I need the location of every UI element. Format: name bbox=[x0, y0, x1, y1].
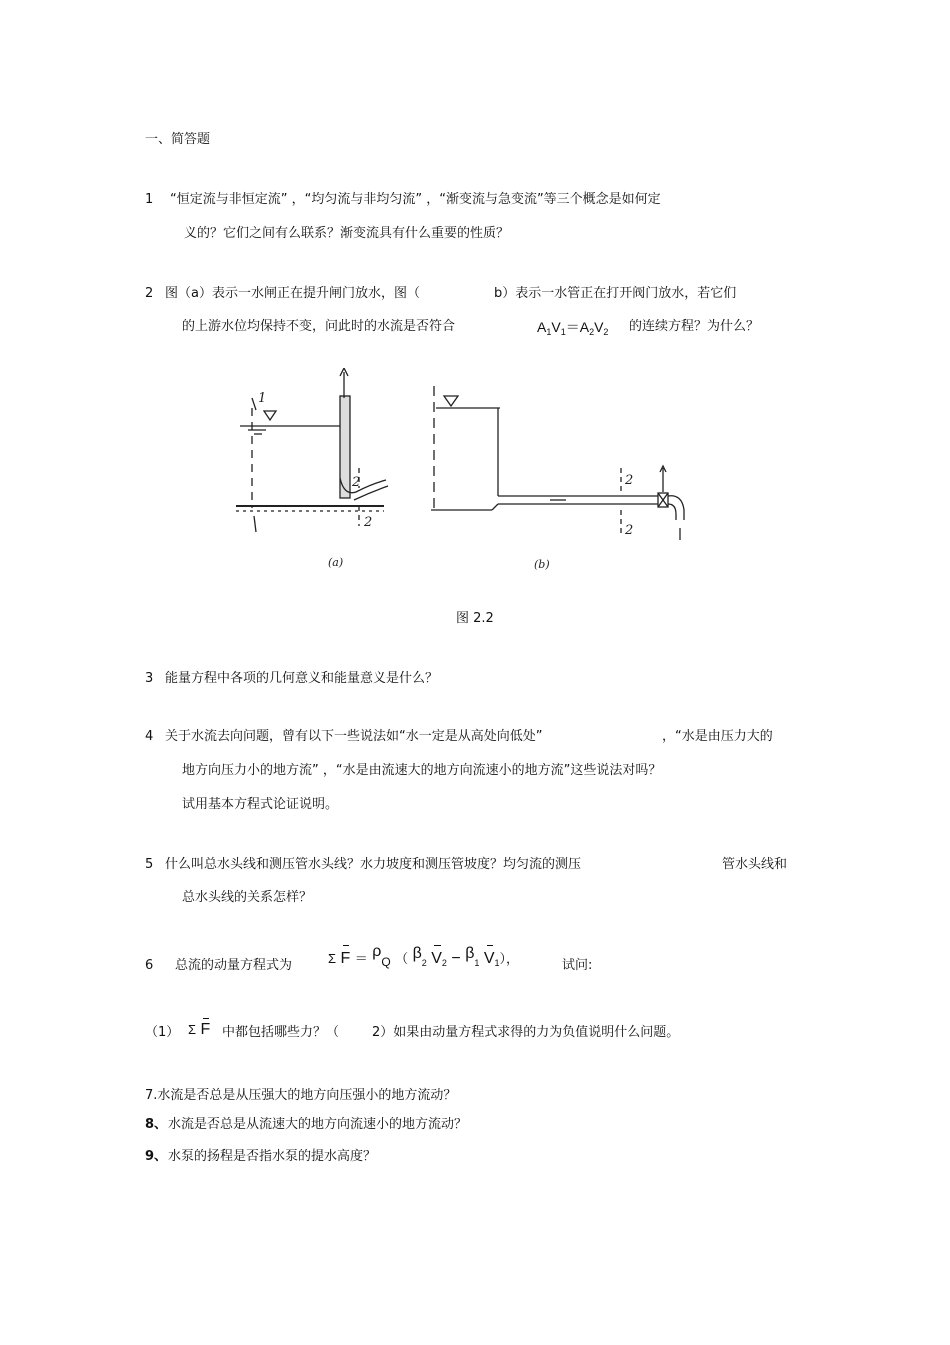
eq-beta1-sub: 1 bbox=[474, 958, 480, 968]
q6-tail: 试问: bbox=[562, 958, 593, 973]
continuity-equation bbox=[537, 318, 608, 341]
q3-text: 能量方程中各项的几何意义和能量意义是什么？ bbox=[165, 671, 439, 686]
q6-lead: 总流的动量方程式为 bbox=[175, 958, 293, 973]
q6-number: 6 bbox=[145, 958, 154, 973]
eq-minus: − bbox=[451, 950, 461, 967]
q4-line-2: 地方向压力小的地方流” ，“水是由流速大的地方向流速小的地方流”这些说法对吗？ bbox=[182, 763, 662, 778]
section-label-b2: 2 bbox=[625, 473, 634, 488]
q4-line-1a: 关于水流去向问题，曾有以下一些说法如“水一定是从高处向低处” bbox=[165, 729, 543, 744]
q4-line-3: 试用基本方程式论证说明。 bbox=[182, 797, 339, 812]
eq-A1: A bbox=[537, 319, 547, 335]
q2-line-2a: 的上游水位均保持不变，问此时的水流是否符合 bbox=[182, 319, 456, 334]
eq-beta2-sub: 2 bbox=[421, 958, 427, 968]
q7-text: 7.水流是否总是从压强大的地方向压强小的地方流动？ bbox=[145, 1088, 457, 1103]
q5-line-2: 总水头线的关系怎样？ bbox=[182, 890, 313, 905]
eq-Q: Q bbox=[381, 955, 391, 969]
eq-sub-1b: 1 bbox=[560, 327, 566, 337]
water-level-icon-b bbox=[444, 396, 458, 406]
section-label-b2-low: 2 bbox=[625, 523, 634, 538]
figure-b-pipe-valve bbox=[431, 386, 684, 540]
q2-line-1a: 图（a）表示一水闸正在提升闸门放水，图（ bbox=[165, 286, 420, 301]
section-title: 一、简答题 bbox=[145, 132, 211, 147]
eq-equals: ＝ bbox=[565, 319, 580, 335]
q8-text: 水流是否总是从流速大的地方向流速小的地方流动？ bbox=[168, 1117, 468, 1132]
q6-sub-1-text: 中都包括哪些力？（ bbox=[222, 1025, 340, 1040]
eq-rho: ρ bbox=[372, 943, 382, 960]
eq-rparen: ）， bbox=[499, 951, 520, 966]
eq-lparen: （ bbox=[395, 951, 409, 966]
q1-line-2: 义的？它们之间有么联系？渐变流具有什么重要的性质？ bbox=[184, 226, 510, 241]
q6-sub-1-prefix: （1） bbox=[145, 1025, 180, 1040]
q5-line-1a: 什么叫总水头线和测压管水头线？水力坡度和测压管坡度？均匀流的测压 bbox=[165, 857, 582, 872]
q2-number: 2 bbox=[145, 286, 154, 301]
q1-number: 1 bbox=[145, 192, 154, 207]
q3-number: 3 bbox=[145, 671, 154, 686]
q5-line-1b: 管水头线和 bbox=[722, 857, 788, 872]
eq-sub-1: 1 bbox=[546, 327, 552, 337]
q9-text: 水泵的扬程是否指水泵的提水高度？ bbox=[168, 1149, 377, 1164]
q8-number: 8、 bbox=[145, 1117, 168, 1132]
section-label-a2-low: 2 bbox=[364, 515, 373, 530]
q9-number: 9、 bbox=[145, 1149, 168, 1164]
eq-equals-6: ＝ bbox=[354, 951, 368, 966]
eq-V2-vector: V bbox=[431, 948, 442, 970]
q2-line-2b: 的连续方程？为什么？ bbox=[629, 319, 760, 334]
eq-V1-sub: 1 bbox=[494, 958, 500, 968]
figure-2-2 bbox=[236, 368, 716, 578]
eq-V1: V bbox=[551, 319, 561, 335]
eq-sub-2: 2 bbox=[589, 327, 595, 337]
eq-V2-sub: 2 bbox=[441, 958, 447, 968]
q4-line-1b: ，“水是由压力大的 bbox=[662, 729, 773, 744]
eq-A2: A bbox=[579, 319, 590, 335]
eq-beta1: β bbox=[465, 945, 475, 962]
sigma-F-inline bbox=[188, 1021, 210, 1039]
eq-F-vector: F bbox=[341, 948, 351, 970]
eq-V1-vector: V bbox=[484, 948, 495, 970]
figure-label-a: (a) bbox=[328, 556, 344, 569]
eq-sigma: Σ bbox=[328, 951, 337, 966]
section-label-a1: 1 bbox=[258, 391, 267, 406]
section-label-a2: 2 bbox=[352, 475, 361, 490]
momentum-equation bbox=[328, 943, 520, 974]
figure-caption: 图 2.2 bbox=[456, 611, 494, 626]
water-level-icon bbox=[264, 411, 276, 420]
q5-number: 5 bbox=[145, 857, 154, 872]
figure-label-b: (b) bbox=[534, 558, 550, 571]
q1-line-1: “恒定流与非恒定流” ，“均匀流与非均匀流” ，“渐变流与急变流”等三个概念是如何定 bbox=[170, 192, 661, 207]
q4-number: 4 bbox=[145, 729, 154, 744]
eq-sub-2b: 2 bbox=[603, 327, 609, 337]
eq-beta2: β bbox=[412, 945, 422, 962]
eq-V2: V bbox=[594, 319, 604, 335]
q6-sub-2-text: 2）如果由动量方程式求得的力为负值说明什么问题。 bbox=[372, 1025, 680, 1040]
inline-sigma: Σ bbox=[188, 1022, 197, 1037]
q2-line-1b: b）表示一水管正在打开阀门放水，若它们 bbox=[494, 286, 737, 301]
inline-F-vector: F bbox=[200, 1021, 211, 1038]
